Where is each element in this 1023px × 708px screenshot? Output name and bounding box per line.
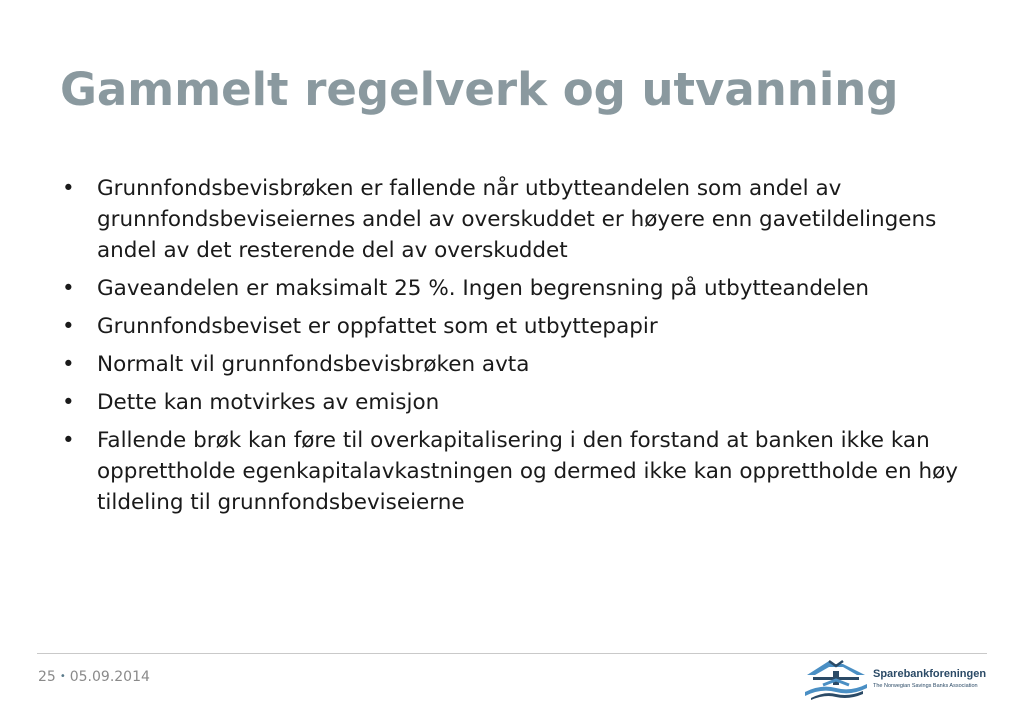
bullet-list (60, 173, 980, 525)
bullet-item (60, 387, 980, 418)
bullet-item (60, 273, 980, 304)
bullet-text: Normalt vil grunnfondsbevisbrøken avta (97, 352, 530, 377)
bullet-item (60, 311, 980, 342)
logo-subtitle: The Norwegian Savings Banks Association (873, 683, 978, 689)
bullet-icon: • (62, 314, 75, 339)
bullet-item (60, 349, 980, 380)
bullet-text: Grunnfondsbevisbrøken er fallende når utbytteandelen som andel av grunnfondsbeviseiernes andel av overskuddet er høyere enn gavetildelingens andel av det resterende del av overskuddet (97, 176, 937, 263)
bullet-item (60, 173, 980, 266)
slide-date: 05.09.2014 (69, 669, 150, 685)
bullet-text: Dette kan motvirkes av emisjon (97, 390, 440, 415)
bullet-text: Fallende brøk kan føre til overkapitalisering i den forstand at banken ikke kan opprettholde egenkapitalavkastningen og dermed ikke kan opprettholde en høy tildeling til grunnfondsbeviseierne (97, 428, 958, 515)
logo-name: Sparebankforeningen (873, 668, 987, 680)
logo-mark-icon (803, 658, 869, 700)
bullet-icon: • (62, 176, 75, 201)
footer-divider (37, 653, 987, 654)
footer-separator: • (59, 671, 66, 682)
bullet-icon: • (62, 390, 75, 415)
bullet-text: Grunnfondsbeviset er oppfattet som et utbyttepapir (97, 314, 658, 339)
bullet-icon: • (62, 352, 75, 377)
footer-info (38, 668, 150, 686)
bullet-text: Gaveandelen er maksimalt 25 %. Ingen begrensning på utbytteandelen (97, 276, 870, 301)
bullet-icon: • (62, 428, 75, 453)
bullet-icon: • (62, 276, 75, 301)
sparebankforeningen-logo (803, 658, 993, 702)
slide-title: Gammelt regelverk og utvanning (60, 63, 899, 116)
bullet-item (60, 425, 980, 518)
slide-number: 25 (38, 669, 56, 685)
